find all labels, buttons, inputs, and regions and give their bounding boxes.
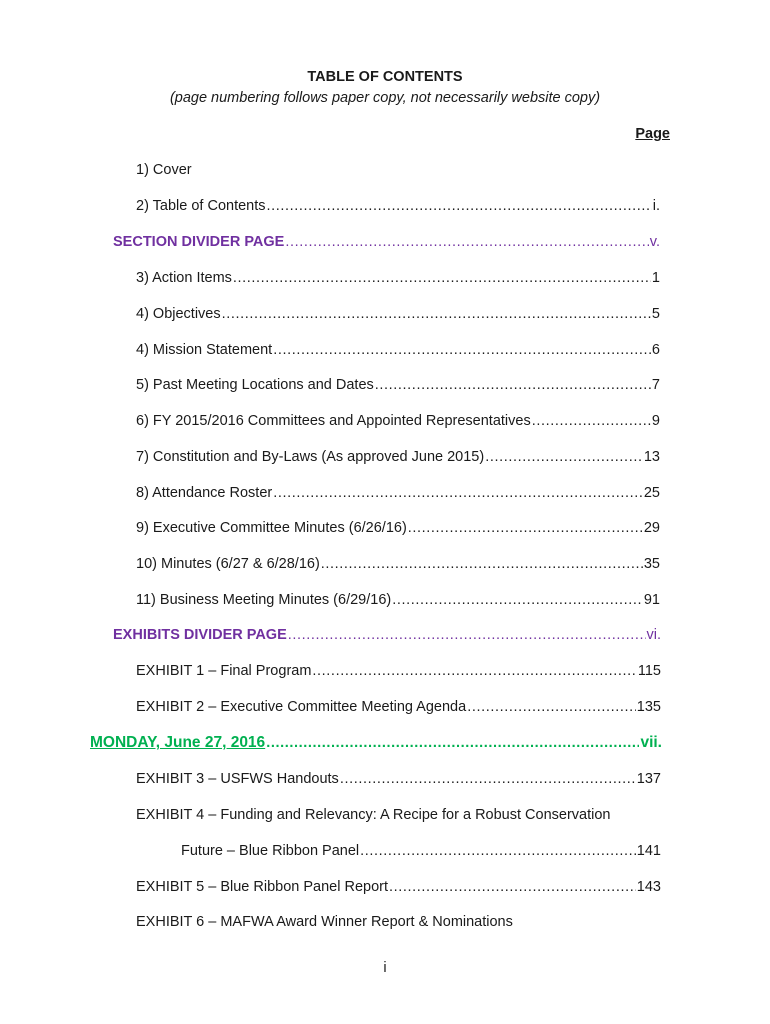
toc-entry-label: EXHIBIT 3 – USFWS Handouts (136, 771, 339, 787)
toc-entry-exhibits-divider (113, 627, 661, 643)
toc-entry-label: 5) Past Meeting Locations and Dates (136, 377, 374, 393)
dot-leader (408, 520, 643, 536)
dot-leader (222, 306, 651, 322)
toc-entry-action-items (136, 270, 660, 286)
dot-leader (389, 879, 636, 895)
toc-entry-page: 5 (651, 306, 660, 322)
dot-leader (233, 270, 651, 286)
dot-leader (285, 234, 648, 250)
toc-entry-page: 13 (643, 449, 660, 465)
toc-entry-exhibit-4: EXHIBIT 4 – Funding and Relevancy: A Recipe for a Robust Conservation (136, 807, 611, 823)
toc-entry-constitution (136, 449, 660, 465)
dot-leader (273, 342, 651, 358)
toc-entry-page: 6 (651, 342, 660, 358)
toc-entry-business-meeting-minutes (136, 592, 660, 608)
toc-entry-label: Future – Blue Ribbon Panel (181, 843, 360, 859)
toc-entry-page: 143 (636, 879, 661, 895)
toc-entry-past-meeting-locations (136, 377, 660, 393)
toc-entry-label: EXHIBIT 5 – Blue Ribbon Panel Report (136, 879, 389, 895)
dot-leader (360, 843, 636, 859)
toc-entry-mission-statement (136, 342, 660, 358)
toc-entry-label: EXHIBIT 2 – Executive Committee Meeting Agenda (136, 699, 467, 715)
toc-entry-label: 8) Attendance Roster (136, 485, 273, 501)
toc-entry-page: 25 (643, 485, 660, 501)
toc-entry-page: 29 (643, 520, 660, 536)
dot-leader (321, 556, 643, 572)
toc-entry-attendance-roster (136, 485, 660, 501)
dot-leader (532, 413, 651, 429)
toc-entry-exhibit-2 (136, 699, 661, 715)
toc-entry-page: v. (649, 234, 660, 250)
toc-entry-label: 9) Executive Committee Minutes (6/26/16) (136, 520, 407, 536)
toc-entry-page: 141 (636, 843, 661, 859)
dot-leader (340, 771, 636, 787)
toc-title: TABLE OF CONTENTS (307, 69, 463, 85)
dot-leader (266, 735, 639, 751)
toc-entry-section-divider (113, 234, 660, 250)
toc-entry-label: 4) Mission Statement (136, 342, 273, 358)
toc-entry-label: 4) Objectives (136, 306, 221, 322)
toc-entry-label: SECTION DIVIDER PAGE (113, 234, 285, 250)
toc-entry-label: 7) Constitution and By-Laws (As approved June 2015) (136, 449, 485, 465)
toc-entry-label: 10) Minutes (6/27 & 6/28/16) (136, 556, 320, 572)
toc-entry-page: 9 (651, 413, 660, 429)
toc-entry-exhibit-3 (136, 771, 661, 787)
toc-entry-page: 137 (636, 771, 661, 787)
dot-leader (288, 627, 646, 643)
dot-leader (273, 485, 643, 501)
dot-leader (267, 198, 652, 214)
toc-entry-page: 91 (643, 592, 660, 608)
toc-entry-exhibit-6: EXHIBIT 6 – MAFWA Award Winner Report & Nominations (136, 914, 513, 930)
dot-leader (392, 592, 643, 608)
toc-entry-table-of-contents (136, 198, 660, 214)
toc-entry-page: 1 (651, 270, 660, 286)
toc-entry-page: vi. (646, 627, 661, 643)
dot-leader (312, 663, 636, 679)
toc-entry-page: 115 (637, 663, 661, 679)
toc-entry-committees (136, 413, 660, 429)
page-column-heading: Page (635, 126, 670, 142)
toc-entry-page: 135 (636, 699, 661, 715)
toc-entry-page: 7 (651, 377, 660, 393)
toc-entry-label: 11) Business Meeting Minutes (6/29/16) (136, 592, 392, 608)
toc-entry-page: 35 (643, 556, 660, 572)
toc-entry-cover: 1) Cover (136, 162, 192, 178)
toc-entry-exhibit-4-continued (181, 843, 661, 859)
toc-entry-label: EXHIBITS DIVIDER PAGE (113, 627, 287, 643)
toc-entry-minutes (136, 556, 660, 572)
toc-entry-label: EXHIBIT 1 – Final Program (136, 663, 312, 679)
toc-entry-label: 3) Action Items (136, 270, 232, 286)
toc-entry-monday-heading (90, 734, 662, 752)
toc-entry-label: MONDAY, June 27, 2016 (90, 734, 266, 751)
toc-entry-page: i. (652, 198, 660, 214)
toc-entry-exhibit-1 (136, 663, 661, 679)
dot-leader (375, 377, 651, 393)
toc-entry-exhibit-5 (136, 879, 661, 895)
dot-leader (485, 449, 643, 465)
dot-leader (467, 699, 636, 715)
toc-entry-label: 6) FY 2015/2016 Committees and Appointed Representatives (136, 413, 531, 429)
toc-entry-executive-committee-minutes (136, 520, 660, 536)
page-number: i (383, 960, 387, 976)
toc-entry-label: 2) Table of Contents (136, 198, 266, 214)
toc-subtitle: (page numbering follows paper copy, not necessarily website copy) (169, 90, 601, 106)
toc-entry-objectives (136, 306, 660, 322)
toc-entry-page: vii. (640, 734, 662, 751)
